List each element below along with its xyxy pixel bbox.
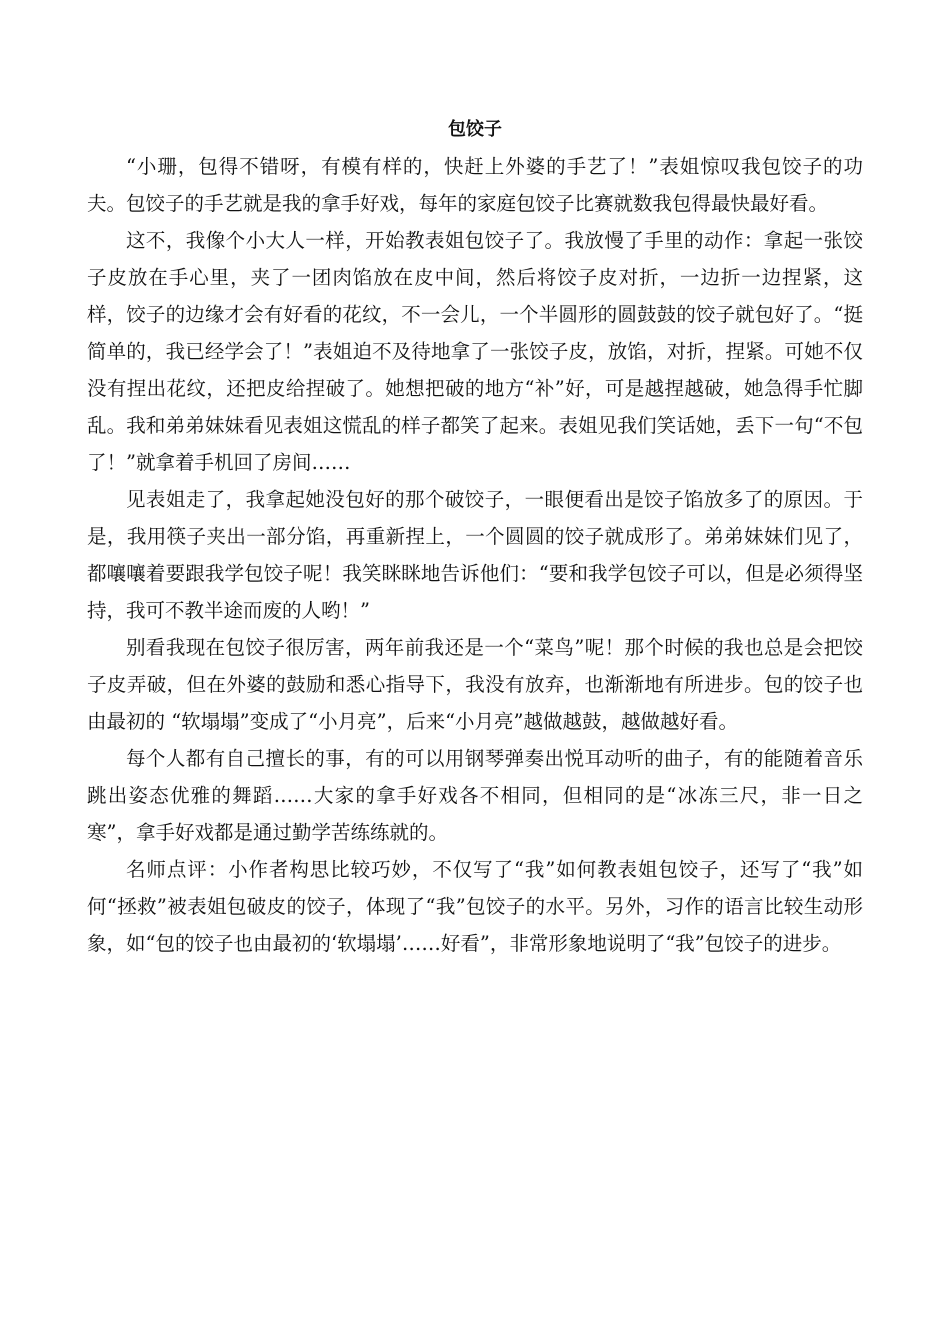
document-title: 包饺子 — [448, 119, 502, 140]
paragraph-learning-past: 别看我现在包饺子很厉害，两年前我还是一个“菜鸟”呢！那个时候的我也总是会把饺子皮弄破，但在外婆的鼓励和悉心指导下，我没有放弃，也渐渐地有所进步。包的饺子也由最初的 “软塌塌”变成了“小月亮”，后来“小月亮”越做越鼓，越做越好看。 — [87, 636, 863, 733]
paragraph-teacher-comment: 名师点评：小作者构思比较巧妙，不仅写了“我”如何教表姐包饺子，还写了“我”如何“拯救”被表姐包破皮的饺子，体现了“我”包饺子的水平。另外，习作的语言比较生动形象，如“包的饺子也由最初的‘软塌塌’……好看”，非常形象地说明了“我”包饺子的进步。 — [87, 858, 863, 955]
paragraph-praise: “小珊，包得不错呀，有模有样的，快赶上外婆的手艺了！”表姐惊叹我包饺子的功夫。包饺子的手艺就是我的拿手好戏，每年的家庭包饺子比赛就数我包得最快最好看。 — [87, 155, 863, 215]
document-body — [87, 112, 863, 962]
paragraph-conclusion: 每个人都有自己擅长的事，有的可以用钢琴弹奏出悦耳动听的曲子，有的能随着音乐跳出姿态优雅的舞蹈……大家的拿手好戏各不相同，但相同的是“冰冻三尺，非一日之寒”，拿手好戏都是通过勤学苦练练就的。 — [87, 747, 863, 844]
paragraph-fixing-dumpling: 见表姐走了，我拿起她没包好的那个破饺子，一眼便看出是饺子馅放多了的原因。于是，我用筷子夹出一部分馅，再重新捏上，一个圆圆的饺子就成形了。弟弟妹妹们见了，都嚷嚷着要跟我学包饺子呢！我笑眯眯地告诉他们：“要和我学包饺子可以，但是必须得坚持，我可不教半途而废的人哟！” — [87, 488, 863, 622]
paragraph-teaching-cousin: 这不，我像个小大人一样，开始教表姐包饺子了。我放慢了手里的动作：拿起一张饺子皮放在手心里，夹了一团肉馅放在皮中间，然后将饺子皮对折，一边折一边捏紧，这样，饺子的边缘才会有好看的花纹，不一会儿，一个半圆形的圆鼓鼓的饺子就包好了。“挺简单的，我已经学会了！”表姐迫不及待地拿了一张饺子皮，放馅，对折，捏紧。可她不仅没有捏出花纹，还把皮给捏破了。她想把破的地方“补”好，可是越捏越破，她急得手忙脚乱。我和弟弟妹妹看见表姐这慌乱的样子都笑了起来。表姐见我们笑话她，丢下一句“不包了！”就拿着手机回了房间…… — [87, 229, 863, 474]
